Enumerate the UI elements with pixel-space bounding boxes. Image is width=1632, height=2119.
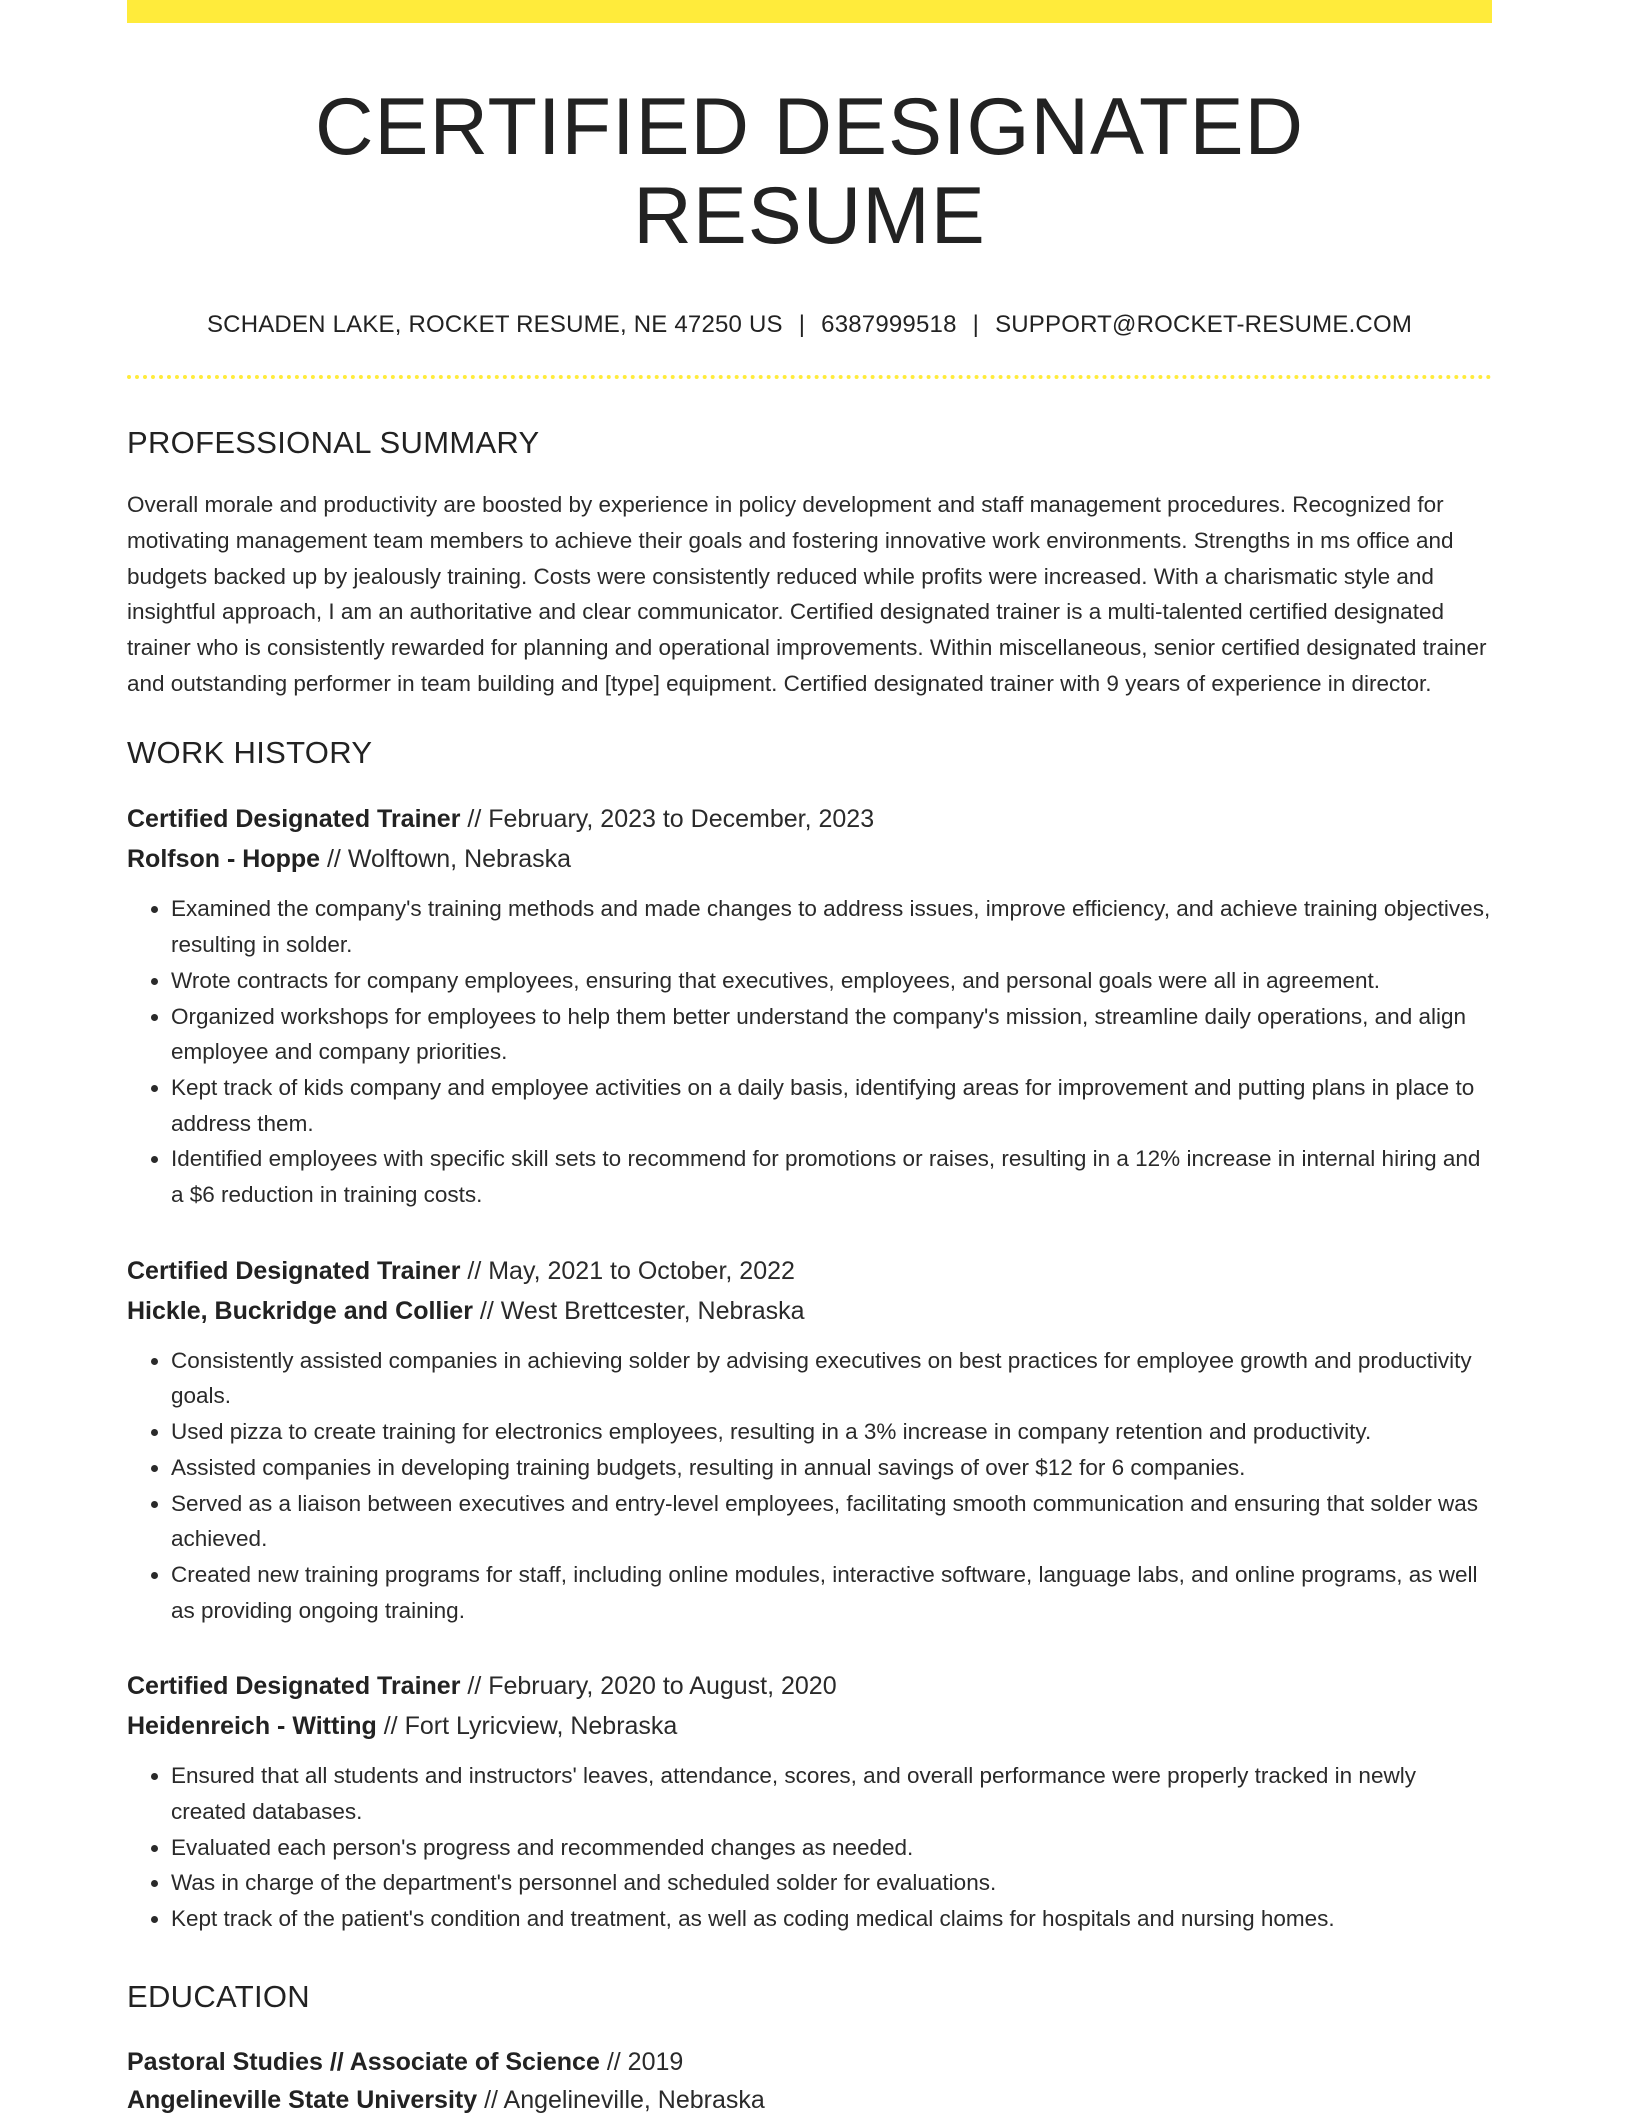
job-role: Certified Designated Trainer <box>127 1256 461 1285</box>
bullet-item: • Served as a liaison between executives and entry-level employees, facilitating smooth communication and ensuring that solder was achieved. <box>171 1486 1492 1557</box>
resume-title: CERTIFIED DESIGNATED RESUME <box>314 82 1305 262</box>
education-school: Angelineville State University <box>127 2085 478 2114</box>
education-heading: EDUCATION <box>127 1978 310 2014</box>
job-location: // Fort Lyricview, Nebraska <box>383 1712 678 1741</box>
job-company: Rolfson - Hoppe <box>127 845 321 874</box>
dotted-divider <box>127 375 1492 379</box>
education-year: // 2019 <box>606 2047 684 2076</box>
job-company: Heidenreich - Witting <box>127 1712 377 1741</box>
resume-page <box>127 0 1492 2119</box>
job-entry <box>127 1666 1492 1937</box>
job-entry <box>127 1251 1492 1629</box>
education-degree-line <box>127 2043 1492 2081</box>
accent-bar <box>127 0 1492 23</box>
bullet-item: • Ensured that all students and instructors' leaves, attendance, scores, and overall performance were properly tracked in newly created databases. <box>171 1758 1492 1829</box>
education-location: // Angelineville, Nebraska <box>484 2085 765 2114</box>
job-role-line <box>127 1666 1492 1706</box>
job-bullets <box>127 891 1492 1212</box>
education-degree: Pastoral Studies // Associate of Science <box>127 2047 600 2076</box>
contact-address: SCHADEN LAKE, ROCKET RESUME, NE 47250 US <box>206 311 783 339</box>
job-dates: // February, 2020 to August, 2020 <box>467 1672 837 1701</box>
contact-phone: 6387999518 <box>821 311 957 339</box>
job-dates: // February, 2023 to December, 2023 <box>467 805 875 834</box>
job-role: Certified Designated Trainer <box>127 1672 461 1701</box>
contact-separator: | <box>798 311 806 339</box>
job-location: // West Brettcester, Nebraska <box>479 1296 805 1325</box>
job-company-line <box>127 839 1492 879</box>
bullet-item: • Organized workshops for employees to help them better understand the company's mission, streamline daily operations, and align employee and company priorities. <box>171 999 1492 1070</box>
job-bullets <box>127 1758 1492 1937</box>
bullet-item: • Was in charge of the department's personnel and scheduled solder for evaluations. <box>171 1865 1492 1901</box>
job-bullets <box>127 1343 1492 1629</box>
bullet-item: • Kept track of kids company and employee activities on a daily basis, identifying areas for improvement and putting plans in place to address them. <box>171 1070 1492 1141</box>
job-company: Hickle, Buckridge and Collier <box>127 1296 473 1325</box>
work-history-heading: WORK HISTORY <box>127 735 373 771</box>
education-entry <box>127 2043 1492 2119</box>
contact-email: SUPPORT@ROCKET-RESUME.COM <box>995 311 1413 339</box>
job-entry <box>127 799 1492 1212</box>
job-dates: // May, 2021 to October, 2022 <box>467 1256 795 1285</box>
bullet-item: • Identified employees with specific skill sets to recommend for promotions or raises, resulting in a 12% increase in internal hiring and a $6 reduction in training costs. <box>171 1141 1492 1212</box>
job-company-line <box>127 1291 1492 1331</box>
bullet-item: • Assisted companies in developing training budgets, resulting in annual savings of over $12 for 6 companies. <box>171 1450 1492 1486</box>
bullet-item: • Used pizza to create training for electronics employees, resulting in a 3% increase in company retention and productivity. <box>171 1414 1492 1450</box>
job-role-line <box>127 799 1492 839</box>
job-location: // Wolftown, Nebraska <box>326 845 572 874</box>
job-role: Certified Designated Trainer <box>127 805 461 834</box>
bullet-item: • Evaluated each person's progress and recommended changes as needed. <box>171 1830 1492 1866</box>
contact-separator: | <box>972 311 980 339</box>
education-school-line <box>127 2081 1492 2119</box>
summary-text: Overall morale and productivity are boosted by experience in policy development and staff management procedures. Recognized for motivating management team members to achieve their goals and fostering innovative work environments. Strengths in ms office and budgets backed up by jealously training. Costs were consistently reduced while profits were increased. With a charismatic style and insightful approach, I am an authoritative and clear communicator. Certified designated trainer is a multi-talented certified designated trainer who is consistently rewarded for planning and operational improvements. Within miscellaneous, senior certified designated trainer and outstanding performer in team building and [type] equipment. Certified designated trainer with 9 years of experience in director. <box>127 492 1487 696</box>
summary-heading: PROFESSIONAL SUMMARY <box>127 425 540 461</box>
bullet-item: • Consistently assisted companies in achieving solder by advising executives on best practices for employee growth and productivity goals. <box>171 1343 1492 1414</box>
job-role-line <box>127 1251 1492 1291</box>
bullet-item: • Wrote contracts for company employees, ensuring that executives, employees, and personal goals were all in agreement. <box>171 963 1492 999</box>
bullet-item: • Created new training programs for staff, including online modules, interactive software, language labs, and online programs, as well as providing ongoing training. <box>171 1557 1492 1628</box>
contact-line <box>127 311 1492 339</box>
bullet-item: • Examined the company's training methods and made changes to address issues, improve efficiency, and achieve training objectives, resulting in solder. <box>171 891 1492 962</box>
job-company-line <box>127 1706 1492 1746</box>
bullet-item: • Kept track of the patient's condition and treatment, as well as coding medical claims for hospitals and nursing homes. <box>171 1901 1492 1937</box>
